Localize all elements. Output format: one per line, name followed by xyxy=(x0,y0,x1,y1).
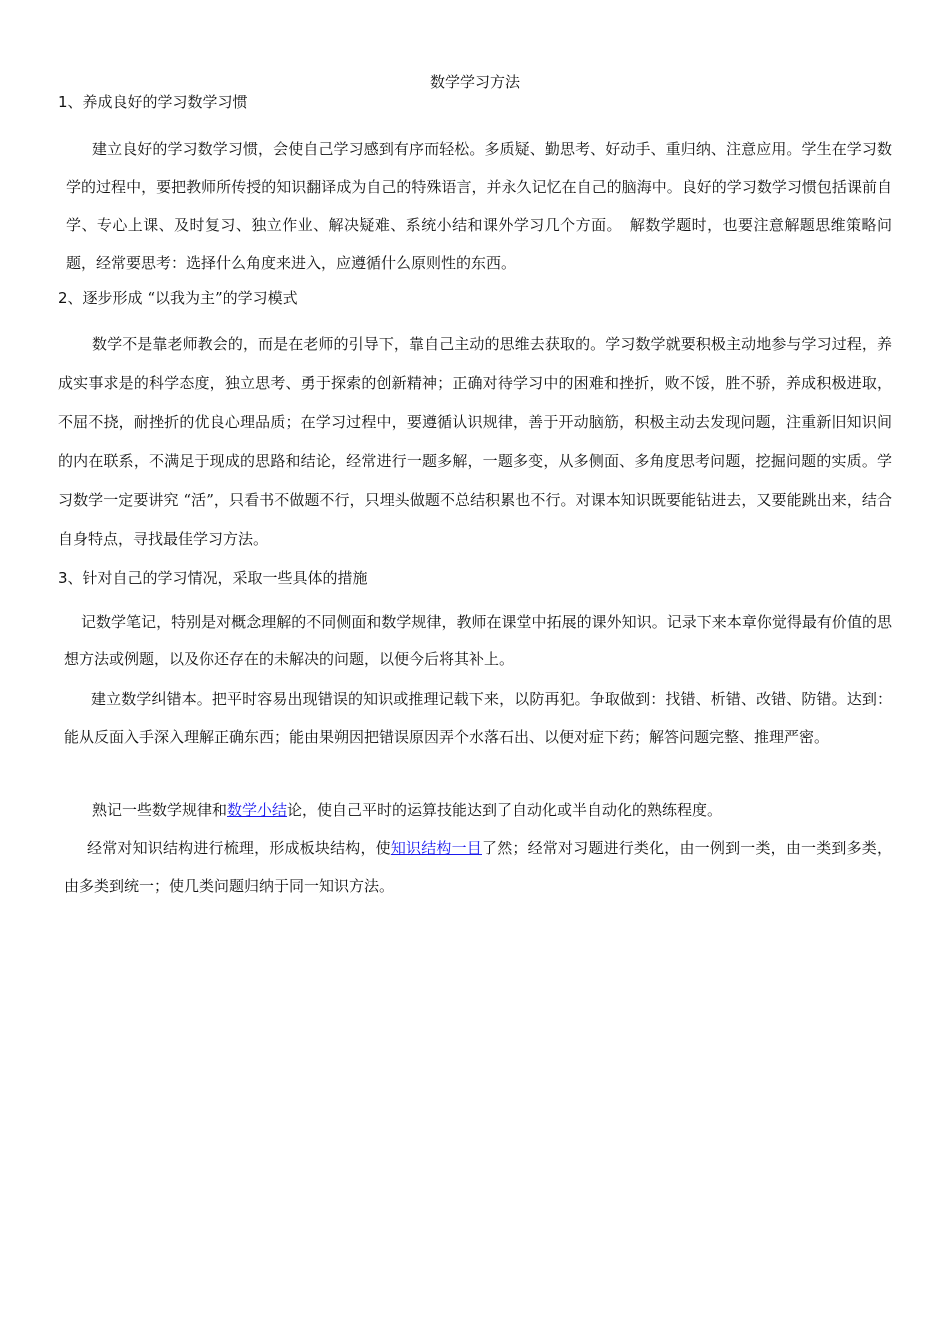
paragraph-math-rules xyxy=(64,792,892,829)
section-heading-text: 、养成良好的学习数学习惯 xyxy=(67,93,248,111)
section-heading-text: 、针对自己的学习情况，采取一些具体的措施 xyxy=(67,569,368,587)
paragraph-study-habits: 建立良好的学习数学习惯，会使自己学习感到有序而轻松。多质疑、勤思考、好动手、重归纳、注意应用。学生在学习数学的过程中，要把教师所传授的知识翻译成为自己的特殊语言，并永久记忆在自己的脑海中。良好的学习数学习惯包括课前自学、专心上课、及时复习、独立作业、解决疑难、系统小结和课外学习几个方面。 解数学题时，也要注意解题思维策略问题，经常要思考：选择什么角度来进入，应遵循什么原则性的东西。 xyxy=(66,140,892,272)
paragraph-error-book: 建立数学纠错本。把平时容易出现错误的知识或推理记载下来，以防再犯。争取做到：找错、析错、改错、防错。达到：能从反面入手深入理解正确东西；能由果朔因把错误原因弄个水落石出、以便对症下药；解答问题完整、推理严密。 xyxy=(64,690,892,746)
section-heading-1 xyxy=(58,90,248,114)
paragraph-self-learning: 数学不是靠老师教会的，而是在老师的引导下，靠自己主动的思维去获取的。学习数学就要积极主动地参与学习过程，养成实事求是的科学态度，独立思考、勇于探索的创新精神；正确对待学习中的困难和挫折，败不馁，胜不骄，养成积极进取，不屈不挠，耐挫折的优良心理品质；在学习过程中，要遵循认识规律，善于开动脑筋，积极主动去发现问题，注重新旧知识间的内在联系，不满足于现成的思路和结论，经常进行一题多解，一题多变，从多侧面、多角度思考问题，挖掘问题的实质。学习数学一定要讲究 “活”，只看书不做题不行，只埋头做题不总结积累也不行。对课本知识既要能钻进去，又要能跳出来，结合自身特点，寻找最佳学习方法。 xyxy=(58,335,892,548)
paragraph-math-notes: 记数学笔记，特别是对概念理解的不同侧面和数学规律，教师在课堂中拓展的课外知识。记录下来本章你觉得最有价值的思想方法或例题，以及你还存在的未解决的问题，以便今后将其补上。 xyxy=(64,613,892,668)
section-number: 3 xyxy=(58,569,68,587)
section-number: 1 xyxy=(58,93,68,111)
paragraph-knowledge-structure xyxy=(64,829,892,905)
section-heading-2 xyxy=(58,286,298,310)
section-heading-3 xyxy=(58,566,368,590)
section-number: 2 xyxy=(58,289,68,307)
text-segment: 了然；经常对习题进行类化，由一例到一类，由一类到多类，由多类到统一；使几类问题归纳于同一知识方法。 xyxy=(64,839,892,895)
section-heading-text: 、逐步形成 “以我为主”的学习模式 xyxy=(67,289,298,307)
text-segment: 熟记一些数学规律和 xyxy=(92,801,228,819)
math-summary-link[interactable]: 数学小结 xyxy=(227,801,288,819)
knowledge-structure-link[interactable]: 知识结构一目 xyxy=(390,839,482,857)
document-title: 数学学习方法 xyxy=(429,73,520,91)
text-segment: 论，使自己平时的运算技能达到了自动化或半自动化的熟练程度。 xyxy=(287,801,723,819)
text-segment: 经常对知识结构进行梳理，形成板块结构，使 xyxy=(87,839,391,857)
